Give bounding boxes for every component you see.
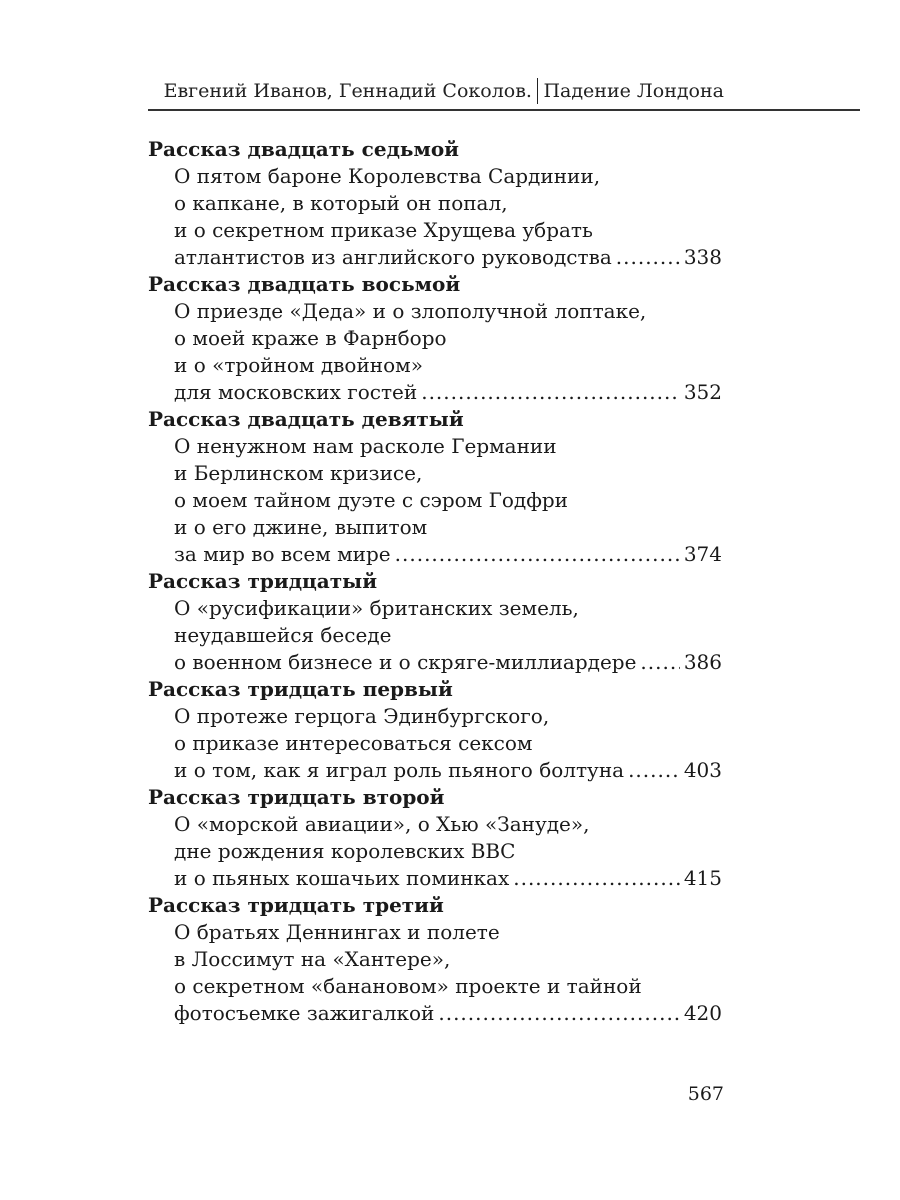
chapter-description-line: и о «тройном двойном» <box>174 353 423 377</box>
chapter-last-line <box>148 649 722 676</box>
chapter-title: Рассказ тридцать третий <box>148 893 444 917</box>
chapter-description-line: о капкане, в который он попал, <box>174 191 508 215</box>
toc-page-number: 374 <box>683 542 722 566</box>
toc-page-number: 338 <box>683 245 722 269</box>
toc-page-number: 403 <box>683 758 722 782</box>
chapter-description-line: и о его джине, выпитом <box>174 515 428 539</box>
header-separator <box>537 78 539 104</box>
toc-entry <box>148 676 722 784</box>
dot-leader <box>421 379 680 406</box>
chapter-description-line: о моем тайном дуэте с сэром Годфри <box>174 488 568 512</box>
header-authors: Евгений Иванов, Геннадий Соколов. <box>163 80 532 102</box>
chapter-description-line: о секретном «банановом» проекте и тайной <box>174 974 642 998</box>
header-rule <box>148 109 860 111</box>
toc-entry <box>148 271 722 406</box>
chapter-description-line: для московских гостей <box>174 380 418 404</box>
chapter-last-line <box>148 244 722 271</box>
chapter-description-line: О ненужном нам расколе Германии <box>174 434 557 458</box>
toc-entry <box>148 136 722 271</box>
chapter-title: Рассказ двадцать девятый <box>148 407 464 431</box>
chapter-description-line: в Лоссимут на «Хантере», <box>174 947 451 971</box>
chapter-description-line: неудавшейся беседе <box>174 623 392 647</box>
dot-leader <box>395 541 680 568</box>
header-book-title: Падение Лондона <box>543 80 724 102</box>
chapter-last-line <box>148 1000 722 1027</box>
chapter-description-line: о военном бизнесе и о скряге-миллиардере <box>174 650 637 674</box>
chapter-description-line: за мир во всем мире <box>174 542 391 566</box>
chapter-title: Рассказ тридцать первый <box>148 677 453 701</box>
chapter-description-line: О пятом бароне Королевства Сардинии, <box>174 164 601 188</box>
chapter-description-line: О протеже герцога Эдинбургского, <box>174 704 550 728</box>
chapter-title: Рассказ двадцать восьмой <box>148 272 461 296</box>
page-number: 567 <box>687 1083 724 1105</box>
chapter-last-line <box>148 757 722 784</box>
chapter-last-line <box>148 865 722 892</box>
toc-page-number: 352 <box>683 380 722 404</box>
chapter-description-line: и Берлинском кризисе, <box>174 461 423 485</box>
dot-leader <box>513 865 680 892</box>
toc-entry <box>148 892 722 1027</box>
chapter-description-line: атлантистов из английского руководства <box>174 245 612 269</box>
chapter-description-line: О братьях Деннингах и полете <box>174 920 500 944</box>
dot-leader <box>628 757 680 784</box>
chapter-description-line: О приезде «Деда» и о злополучной лоптаке, <box>174 299 647 323</box>
toc-entry <box>148 406 722 568</box>
dot-leader <box>438 1000 679 1027</box>
chapter-description-line: и о том, как я играл роль пьяного болтуна <box>174 758 625 782</box>
chapter-description-line: О «морской авиации», о Хью «Зануде», <box>174 812 590 836</box>
chapter-title: Рассказ тридцатый <box>148 569 378 593</box>
chapter-description-line: О «русификации» британских земель, <box>174 596 579 620</box>
chapter-description-line: дне рождения королевских ВВС <box>174 839 516 863</box>
chapter-description-line: о моей краже в Фарнборо <box>174 326 447 350</box>
toc-page-number: 386 <box>683 650 722 674</box>
toc-entry <box>148 568 722 676</box>
running-header <box>164 78 724 104</box>
chapter-title: Рассказ двадцать седьмой <box>148 137 460 161</box>
toc-page-number: 420 <box>683 1001 722 1025</box>
chapter-title: Рассказ тридцать второй <box>148 785 445 809</box>
dot-leader <box>640 649 679 676</box>
table-of-contents <box>148 136 722 1027</box>
chapter-description-line: фотосъемке зажигалкой <box>174 1001 435 1025</box>
chapter-last-line <box>148 541 722 568</box>
dot-leader <box>616 244 680 271</box>
chapter-description-line: о приказе интересоваться сексом <box>174 731 533 755</box>
chapter-description-line: и о пьяных кошачьих поминках <box>174 866 510 890</box>
toc-page-number: 415 <box>683 866 722 890</box>
toc-entry <box>148 784 722 892</box>
chapter-last-line <box>148 379 722 406</box>
chapter-description-line: и о секретном приказе Хрущева убрать <box>174 218 593 242</box>
